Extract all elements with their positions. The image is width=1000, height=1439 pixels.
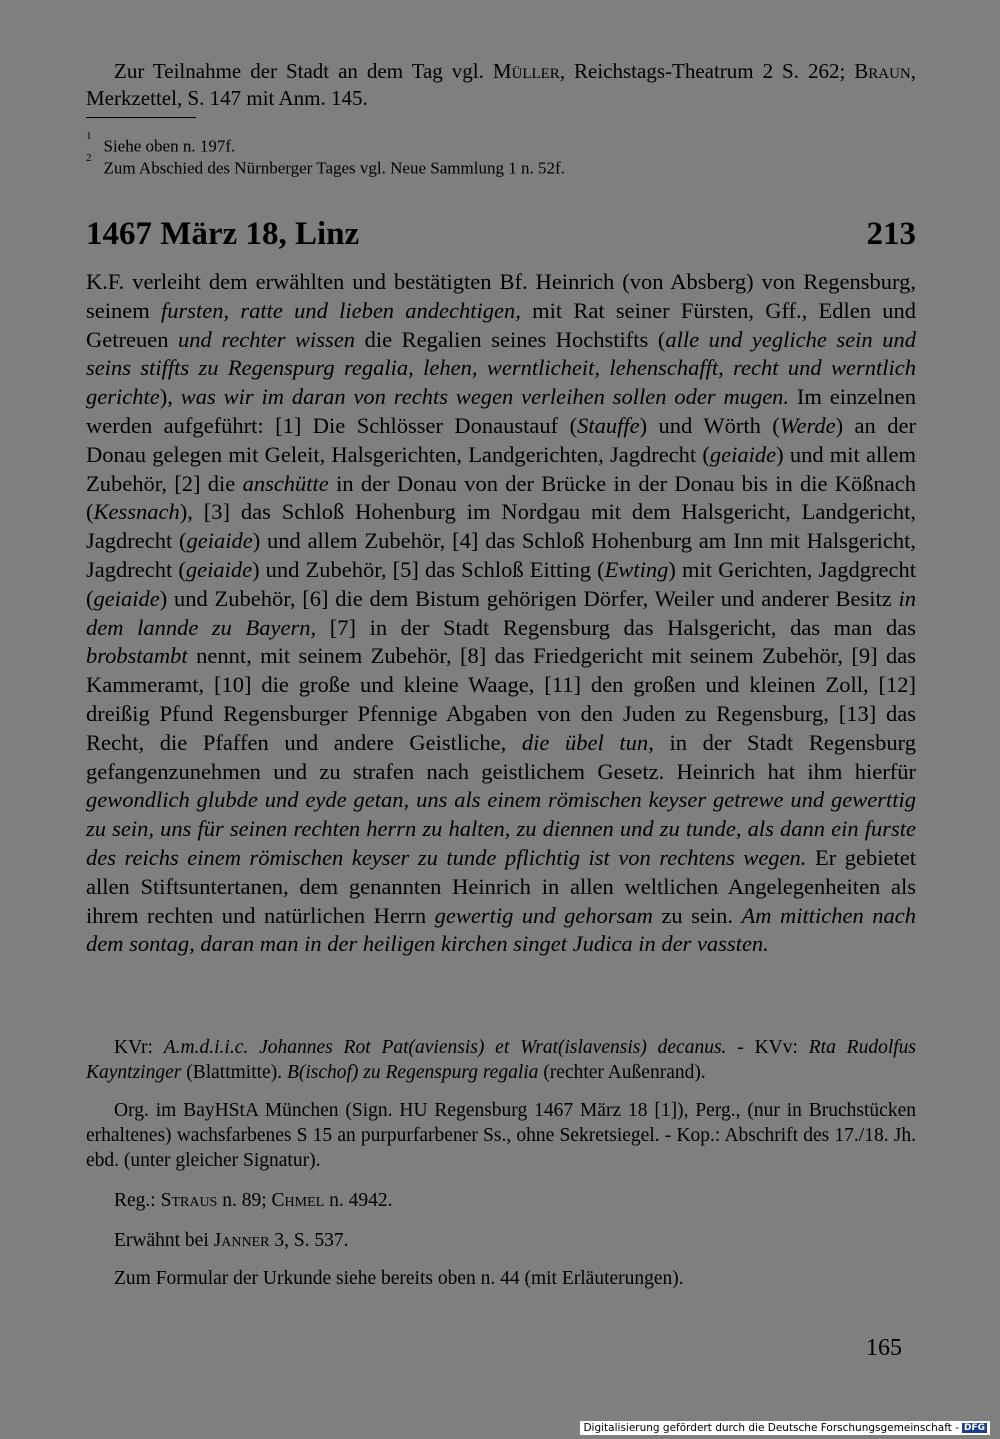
regest-run: ) und Wörth (	[639, 412, 780, 438]
quoted-source-text: alle und yegliche sein und seins stiffts zu Regenspurg regalia, lehen, werntlicheit, lehenschafft, recht und werntlich gerichte	[86, 326, 916, 410]
regest-run: ) und Zubehör, [5] das Schloß Eitting (	[252, 556, 605, 582]
quoted-source-text: und rechter wissen	[178, 326, 356, 352]
regest-text	[86, 268, 916, 959]
ref-text: n. 4942.	[324, 1190, 393, 1211]
note-text: , Merkzettel, S. 147 mit Anm. 145.	[86, 59, 917, 110]
author-braun: Braun	[854, 59, 911, 83]
quoted-source-text: Stauffe	[577, 412, 640, 438]
quoted-source-text: gewertig und gehorsam	[434, 902, 653, 928]
dfg-notice-text: Digitalisierung gefördert durch die Deutsche Forschungsgemeinschaft -	[583, 1422, 959, 1434]
quoted-source-text: geiaide	[185, 556, 253, 582]
quoted-source-text: was wir im daran von rechts wegen verleihen sollen oder mugen.	[180, 384, 790, 410]
regest-run: Er gebietet allen Stiftsuntertanen, dem genannten Heinrich in allen weltlichen Angelegenheiten als ihrem rechten und natürlichen Herrn	[86, 844, 916, 928]
quoted-source-text: brobstambt	[86, 643, 188, 669]
entry-heading	[86, 216, 916, 262]
quoted-source-text: Werde	[779, 412, 836, 438]
note-text: Zur Teilnahme der Stadt an dem Tag vgl.	[114, 59, 493, 83]
mentioned-in	[86, 1228, 916, 1253]
regest-run: , in der Stadt Regensburg gefangenzunehmen und zu strafen nach geistlichem Gesetz. Heinrich hat ihm hierfür	[86, 729, 916, 784]
regest-run: ) und mit allem Zubehör, [2] die	[86, 441, 916, 496]
footnote-1	[86, 132, 235, 157]
quoted-source-text: Am mittichen nach dem sontag, daran man in der heiligen kirchen singet Judica in der vassten.	[86, 902, 916, 957]
regest-run: mit Rat seiner Fürsten, Gff., Edlen und Getreuen	[86, 297, 917, 352]
quoted-source-text: gewondlich glubde und eyde getan, uns als einem römischen keyser getrewe und gewerttig zu sein, uns für seinen rechten herrn zu halten, zu diennen und zu tunde, als dann ein furste des reichs einem römischen keyser zu tunde pflichtig ist von rechtens wegen.	[86, 787, 916, 870]
regest-run: [7] in der Stadt Regensburg das Halsgericht, das man das	[316, 614, 917, 640]
regest-run: ) mit Gerichten, Jagdgrecht (	[86, 556, 916, 611]
quoted-source-text: fursten, ratte und lieben andechtigen,	[160, 297, 521, 323]
regest-run: K.F. verleiht dem erwählten und bestätigten Bf. Heinrich (von Absberg) von Regensburg, seinem	[86, 269, 916, 323]
author-straus: Straus	[160, 1190, 218, 1211]
quoted-source-text: geiaide	[186, 528, 253, 554]
quoted-source-text: B(ischof) zu Regenspurg regalia	[286, 1062, 539, 1083]
regest-run: ) und allem Zubehör, [4] das Schloß Hohenburg am Inn mit Halsgericht, Jagdrecht (	[86, 528, 916, 582]
quoted-source-text: anschütte	[242, 470, 329, 496]
dfg-logo-icon: DFG	[963, 1423, 985, 1433]
footnote-text: Zum Abschied des Nürnberger Tages vgl. Neue Sammlung 1 n. 52f.	[103, 158, 565, 178]
regest-run: ) an der Donau gelegen mit Geleit, Halsgerichten, Landgerichten, Jagdrecht (	[86, 412, 916, 467]
regest-run: in der Donau von der Brücke in der Donau bis in die Kößnach (	[86, 470, 916, 525]
preceding-entry-note	[86, 58, 916, 112]
formular-note: Zum Formular der Urkunde siehe bereits oben n. 44 (mit Erläuterungen).	[114, 1268, 684, 1289]
page-number: 165	[866, 1335, 902, 1361]
quoted-source-text: geiaide	[93, 585, 160, 611]
ref-text: n. 89;	[217, 1190, 272, 1211]
regest-run: (Blattmitte).	[181, 1062, 287, 1083]
note-text: , Reichstags-Theatrum 2 S. 262;	[559, 59, 855, 83]
quoted-source-text: Ewting	[604, 556, 669, 582]
kanzleivermerk	[86, 1035, 916, 1085]
ref-text: Reg.:	[114, 1190, 161, 1211]
regest-run: ), [3] das Schloß Hohenburg im Nordgau mit dem Halsgericht, Landgericht, Jagdrecht (	[86, 499, 916, 554]
regest-references	[86, 1188, 916, 1213]
original-source: Org. im BayHStA München (Sign. HU Regensburg 1467 März 18 [1]), Perg., (nur in Bruchstücken erhaltenes) wachsfarbenes S 15 an purpurfarbener Ss., ohne Sekretsiegel. - Kop.: Abschrift des 17./18. Jh. ebd. (unter gleicher Signatur).	[86, 1100, 916, 1171]
author-chmel: Chmel	[271, 1190, 325, 1211]
entry-date-place: 1467 März 18, Linz	[86, 216, 360, 252]
regest-run: Im einzelnen werden aufgeführt: [1] Die Schlösser Donaustauf (	[86, 384, 916, 438]
entry-number: 213	[866, 216, 916, 252]
footnote-rule	[86, 117, 196, 118]
author-janner: Janner	[213, 1230, 270, 1251]
ref-text: Erwähnt bei	[114, 1230, 214, 1251]
quoted-source-text: A.m.d.i.i.c. Johannes Rot Pat(aviensis) et Wrat(islavensis) decanus.	[163, 1037, 727, 1058]
regest-run: ),	[159, 384, 181, 410]
regest-run: - KVv:	[726, 1037, 809, 1058]
footnote-mark: 1	[86, 130, 92, 142]
regest-run: nennt, mit seinem Zubehör, [8] das Friedgericht mit seinem Zubehör, [9] das Kammeramt, [10] die große und kleine Waage, [11] den großen und kleinen Zoll, [12] dreißig Pfund Regensburger Pfennige Abgaben von den Juden zu Regensburg, [13] das Recht, die Pfaffen und andere Geistliche,	[86, 643, 916, 755]
footnote-2	[86, 154, 565, 179]
ref-text: 3, S. 537.	[269, 1230, 349, 1251]
quoted-source-text: Kessnach	[93, 499, 180, 525]
quoted-source-text: Rta Rudolfus Kayntzinger	[86, 1037, 917, 1083]
regest-run: zu sein.	[652, 902, 742, 928]
regest-run: ) und Zubehör, [6] die dem Bistum gehörigen Dörfer, Weiler und anderer Besitz	[159, 585, 899, 611]
quoted-source-text: in dem lannde zu Bayern,	[86, 585, 916, 640]
author-mueller: Müller	[492, 59, 560, 83]
quoted-source-text: die übel tun	[521, 729, 649, 755]
regest-run: die Regalien seines Hochstifts (	[355, 326, 666, 352]
footnote-text: Siehe oben n. 197f.	[103, 136, 236, 156]
footnote-mark: 2	[86, 152, 92, 164]
regest-run: KVr:	[114, 1037, 164, 1058]
dfg-notice	[580, 1421, 990, 1435]
quoted-source-text: geiaide	[709, 441, 777, 467]
regest-run: (rechter Außenrand).	[538, 1062, 706, 1083]
